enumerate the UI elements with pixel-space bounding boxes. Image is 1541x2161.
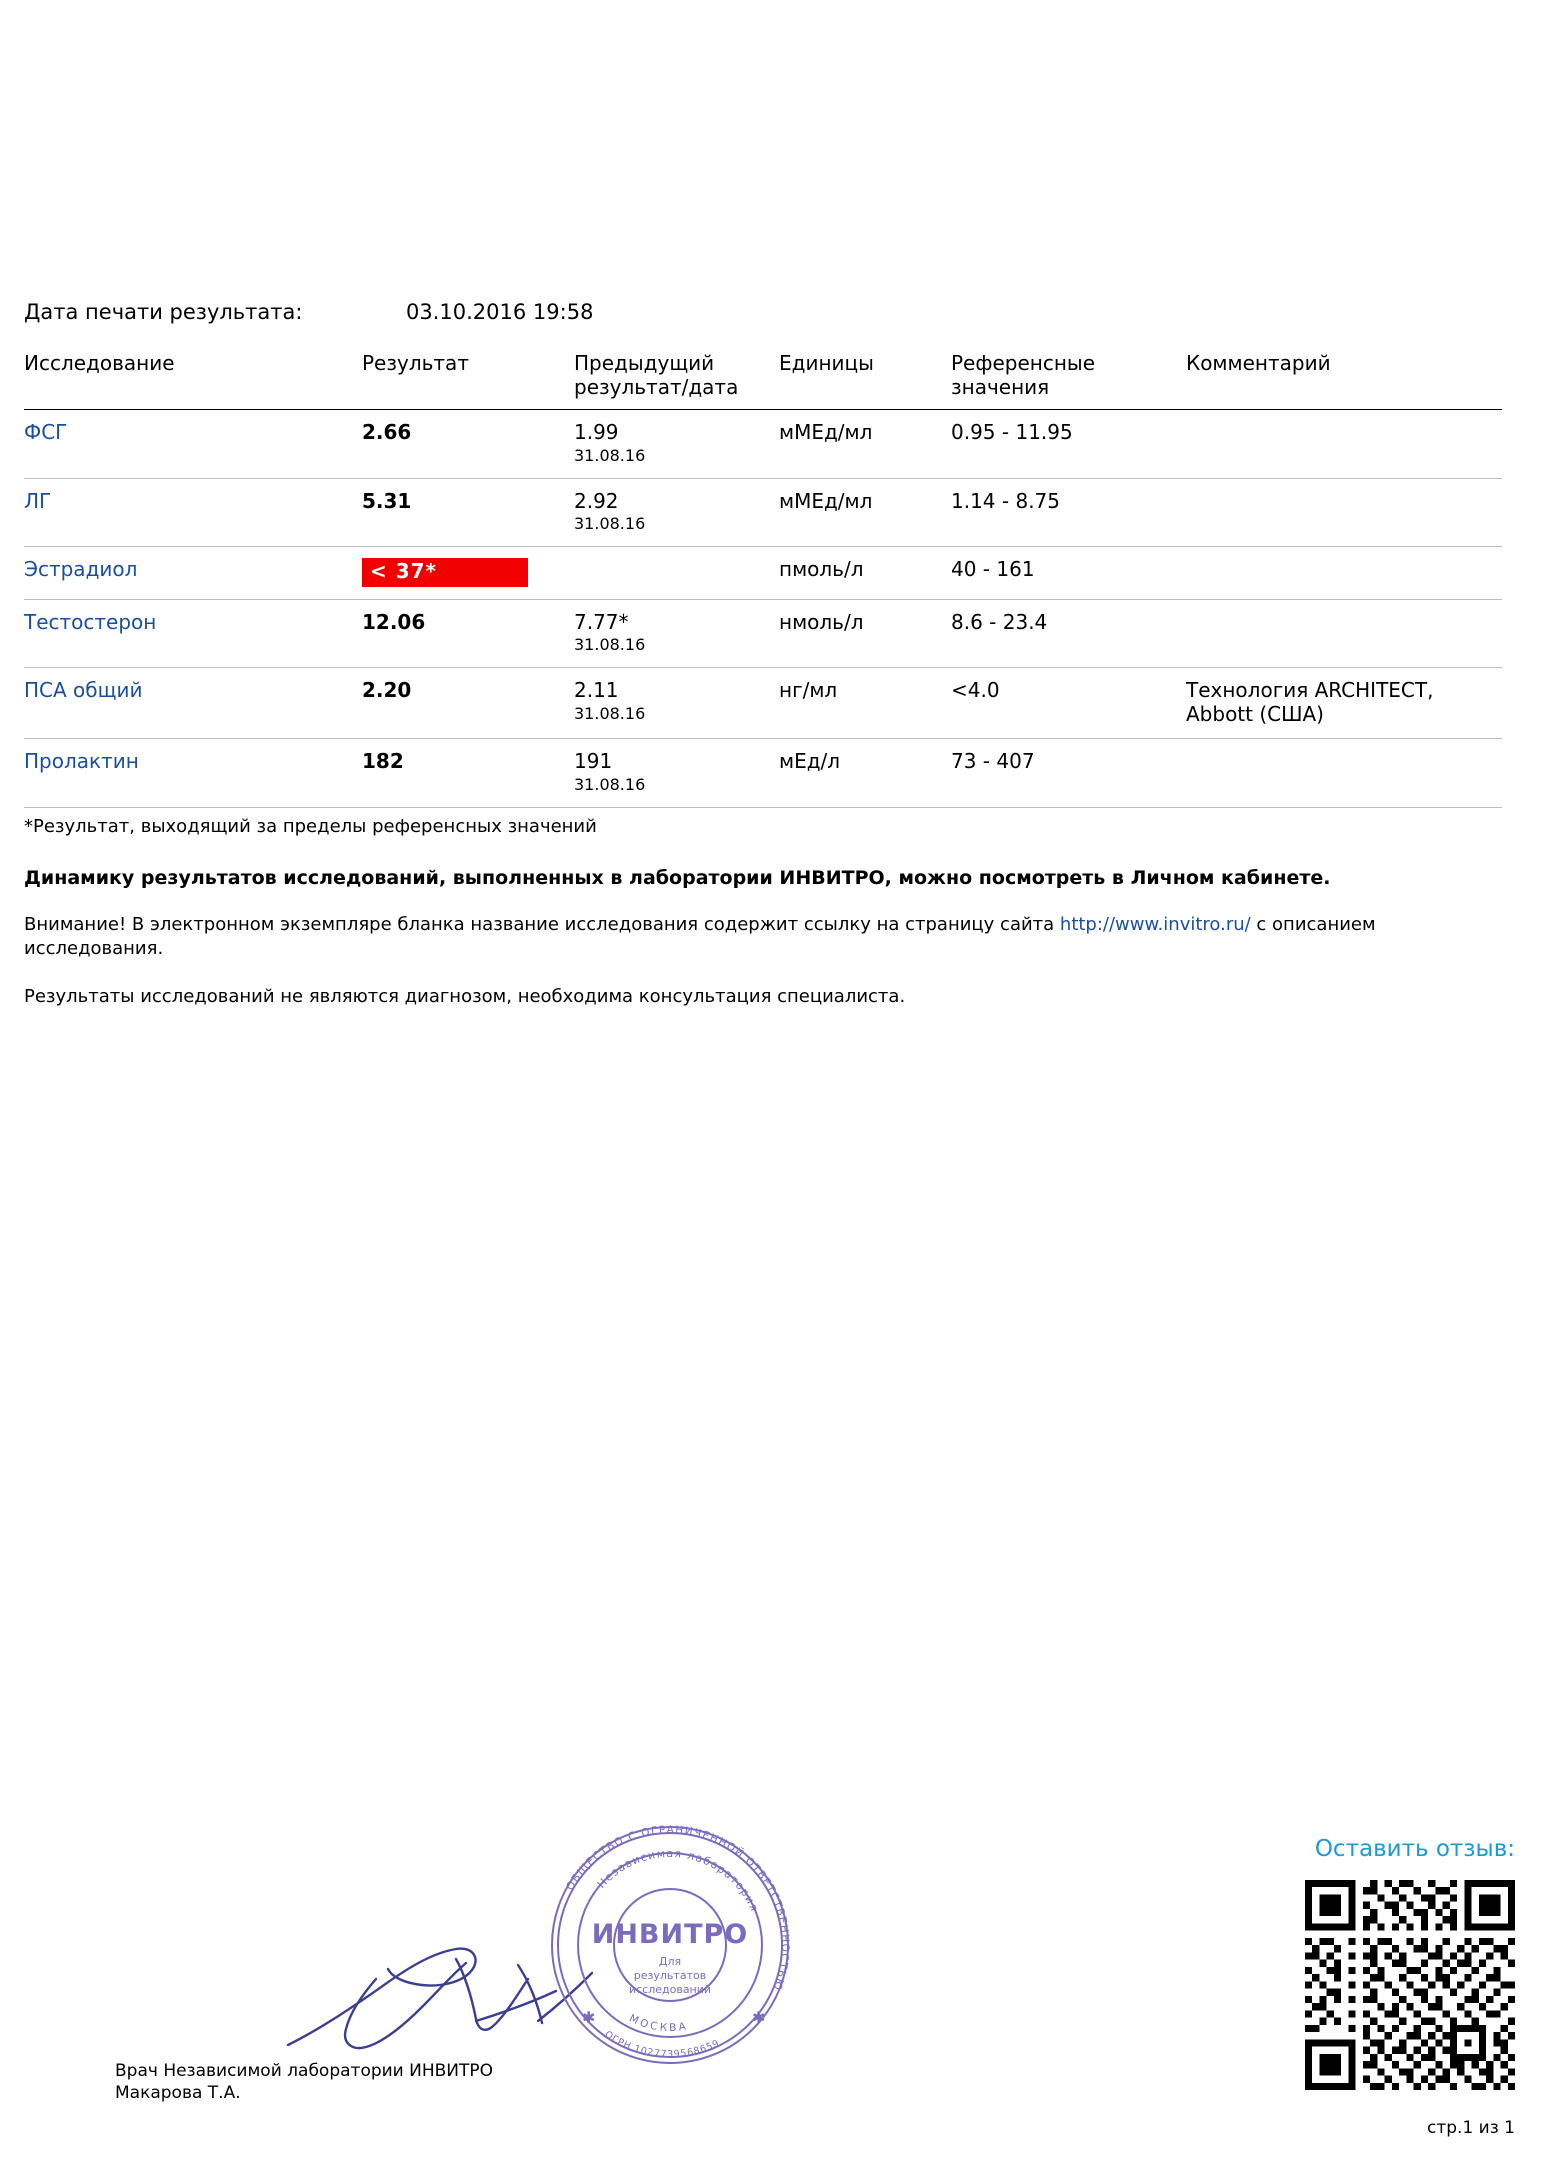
previous-value: 2.92	[574, 488, 619, 513]
test-result: 12.06	[362, 599, 574, 667]
col-header-reference: Референсные значения	[951, 352, 1186, 410]
stamp-center-text: ИНВИТРО	[591, 1919, 749, 1950]
print-date-label: Дата печати результата:	[24, 300, 303, 324]
test-units: мМЕд/мл	[779, 478, 951, 546]
table-row	[24, 739, 1502, 807]
col-header-comment: Комментарий	[1186, 352, 1502, 410]
test-reference: <4.0	[951, 668, 1186, 739]
svg-text:✱: ✱	[752, 2008, 766, 2027]
test-name-link[interactable]: Пролактин	[24, 739, 362, 807]
table-row	[24, 668, 1502, 739]
test-units: нг/мл	[779, 668, 951, 739]
attention-note-text-after: с описанием исследования.	[24, 913, 1376, 960]
test-name-link[interactable]: ПСА общий	[24, 668, 362, 739]
test-previous	[574, 668, 779, 739]
attention-note	[24, 913, 1514, 962]
results-table	[24, 352, 1502, 808]
attention-note-text-before: Внимание! В электронном экземпляре бланка название исследования содержит ссылку на страницу сайта	[24, 913, 1060, 935]
test-reference: 8.6 - 23.4	[951, 599, 1186, 667]
out-of-range-footnote: *Результат, выходящий за пределы референсных значений	[24, 815, 597, 837]
review-label: Оставить отзыв:	[1314, 1836, 1515, 1862]
test-name-link[interactable]: ФСГ	[24, 410, 362, 478]
signature-line-1: Врач Независимой лаборатории ИНВИТРО	[115, 2061, 494, 2081]
stamp-outer-text: ОБЩЕСТВО С ОГРАНИЧЕННОЙ ОТВЕТСТВЕННОСТЬЮ	[564, 1823, 792, 1993]
previous-date: 31.08.16	[574, 635, 646, 655]
test-previous	[574, 547, 779, 600]
stamp-sub2: результатов	[633, 1969, 707, 1982]
test-result: 182	[362, 739, 574, 807]
test-previous	[574, 739, 779, 807]
stamp-reg-text: ОГРН 1027739568659	[602, 2029, 722, 2061]
qr-code[interactable]	[1305, 1880, 1515, 2090]
test-units: мМЕд/мл	[779, 410, 951, 478]
test-result: 5.31	[362, 478, 574, 546]
test-comment	[1186, 739, 1502, 807]
personal-cabinet-note: Динамику результатов исследований, выполненных в лаборатории ИНВИТРО, можно посмотреть в Личном кабинете.	[24, 866, 1331, 889]
previous-value: 1.99	[574, 420, 619, 445]
col-header-result: Результат	[362, 352, 574, 410]
stamp-sub3: исследований	[628, 1983, 712, 1996]
stamp-city-text: МОСКВА	[627, 2012, 690, 2035]
previous-date: 31.08.16	[574, 445, 646, 465]
table-row	[24, 547, 1502, 600]
test-comment	[1186, 478, 1502, 546]
previous-date: 31.08.16	[574, 703, 646, 723]
disclaimer-note: Результаты исследований не являются диагнозом, необходима консультация специалиста.	[24, 986, 906, 1008]
test-units: пмоль/л	[779, 547, 951, 600]
col-header-units: Единицы	[779, 352, 951, 410]
signature-line-2: Макарова Т.А.	[115, 2083, 241, 2104]
page-number: стр.1 из 1	[1427, 2118, 1515, 2138]
invitro-site-link[interactable]: http://www.invitro.ru/	[1059, 913, 1251, 935]
table-row	[24, 599, 1502, 667]
test-result: 2.66	[362, 410, 574, 478]
out-of-range-value: < 37*	[362, 558, 528, 587]
col-header-previous: Предыдущий результат/дата	[574, 352, 779, 410]
table-header-row	[24, 352, 1502, 410]
test-result: 2.20	[362, 668, 574, 739]
stamp-inner-text: Независимая лаборатория	[594, 1846, 762, 1914]
test-reference: 0.95 - 11.95	[951, 410, 1186, 478]
test-reference: 40 - 161	[951, 547, 1186, 600]
official-stamp	[540, 1815, 800, 2075]
test-previous	[574, 599, 779, 667]
test-comment	[1186, 547, 1502, 600]
print-date-value: 03.10.2016 19:58	[406, 300, 594, 324]
test-reference: 73 - 407	[951, 739, 1186, 807]
print-date-row	[24, 300, 1514, 324]
svg-text:ОГРН 1027739568659	[602, 2029, 721, 2060]
test-comment	[1186, 599, 1502, 667]
test-comment: Технология ARCHITECT, Abbott (США)	[1186, 668, 1502, 739]
test-previous	[574, 478, 779, 546]
test-name-link[interactable]: Эстрадиол	[24, 547, 362, 600]
test-units: мЕд/л	[779, 739, 951, 807]
previous-value: 7.77*	[574, 609, 629, 634]
svg-text:✱: ✱	[582, 2008, 596, 2027]
test-name-link[interactable]: Тестостерон	[24, 599, 362, 667]
test-result-highlighted	[362, 547, 574, 600]
test-units: нмоль/л	[779, 599, 951, 667]
previous-date: 31.08.16	[574, 774, 646, 794]
table-row	[24, 410, 1502, 478]
table-row	[24, 478, 1502, 546]
test-reference: 1.14 - 8.75	[951, 478, 1186, 546]
test-comment	[1186, 410, 1502, 478]
previous-date: 31.08.16	[574, 514, 646, 534]
stamp-sub1: Для	[658, 1955, 682, 1968]
test-name-link[interactable]: ЛГ	[24, 478, 362, 546]
previous-value: 2.11	[574, 678, 619, 703]
col-header-name: Исследование	[24, 352, 362, 410]
signature-caption	[115, 2060, 493, 2104]
previous-value: 191	[574, 749, 613, 774]
test-previous	[574, 410, 779, 478]
report-content	[24, 300, 1514, 1010]
